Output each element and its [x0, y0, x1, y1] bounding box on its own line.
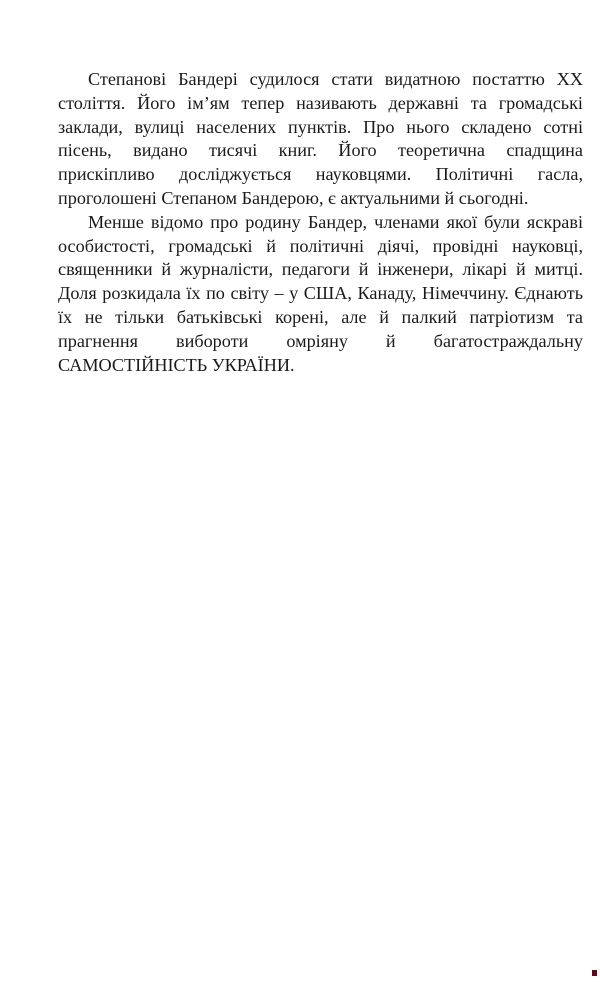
paragraph-2: Менше відомо про родину Бандер, членами якої були яскраві особистості, громадські й політичні діячі, провідні науковці, священники й журналісти, педагоги й інженери, лікарі й митці. Доля розкидала їх по світу – у США, Канаду, Німеччину. Єднають їх не тільки батьківські корені, але й палкий патріотизм та прагнення вибороти омріяну й багатостраждальну САМОСТІЙНІСТЬ УКРАЇНИ. — [58, 211, 583, 375]
corner-mark — [592, 970, 597, 976]
paragraph-1: Степанові Бандері судилося стати видатною постаттю XX століття. Його ім’ям тепер називають державні та громадські заклади, вулиці населених пунктів. Про нього складено сотні пісень, видано тисячі книг. Його теоретична спадщина прискіпливо досліджується науковцями. Політичні гасла, проголошені Степаном Бандерою, є актуальними й сьогодні. — [58, 69, 583, 208]
body-text — [58, 68, 583, 377]
